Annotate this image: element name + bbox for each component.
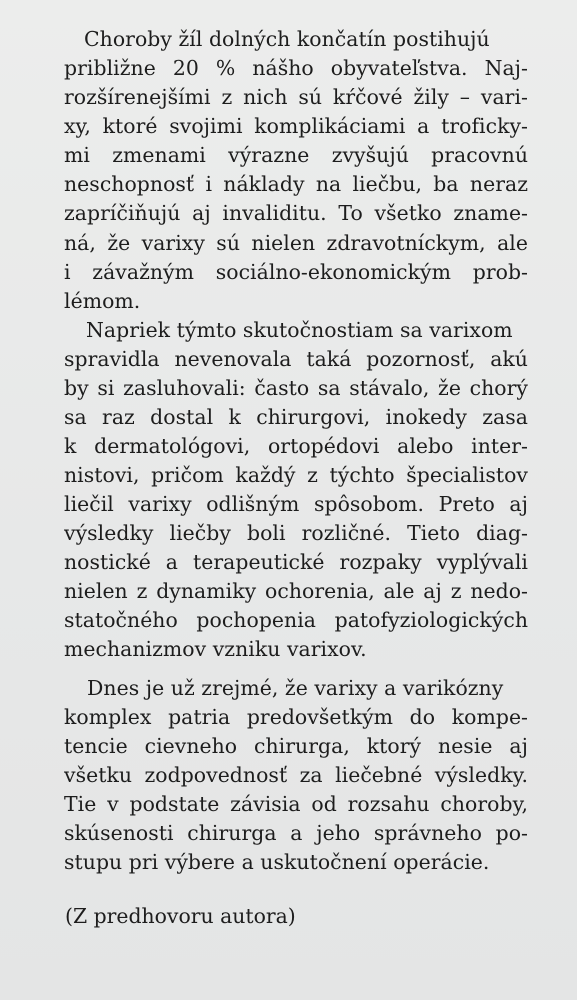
text-line: lémom. [64,289,141,313]
text-line: mechanizmov vzniku varixov. [64,637,367,661]
text-line: všetku zodpovednosť za liečebné výsledky. [64,763,528,787]
text-line: statočného pochopenia patofyziologických [64,608,528,632]
text-line: nostické a terapeutické rozpaky vyplývali [64,550,528,574]
text-line: Dnes je už zrejmé, že varixy a varikózny [87,676,504,700]
text-line: xy, ktoré svojimi komplikáciami a troficky- [64,114,528,138]
text-line: sa raz dostal k chirurgovi, inokedy zasa [64,405,528,429]
text-line: nistovi, pričom každý z týchto špecialistov [64,463,528,487]
text-line: Tie v podstate závisia od rozsahu choroby, [64,792,528,816]
text-line: stupu pri výbere a uskutočnení operácie. [64,850,490,874]
text-line: tencie cievneho chirurga, ktorý nesie aj [64,734,528,758]
text-line: nielen z dynamiky ochorenia, ale aj z nedo- [64,579,528,603]
text-line: rozšírenejšími z nich sú kŕčové žily – vari- [64,85,528,109]
attribution: (Z predhovoru autora) [65,904,296,928]
text-line: Choroby žíl dolných končatín postihujú [84,27,490,51]
text-line: liečil varixy odlišným spôsobom. Preto aj [64,492,528,516]
text-line: k dermatológovi, ortopédovi alebo inter- [64,434,528,458]
text-line: približne 20 % nášho obyvateľstva. Naj- [64,56,528,80]
text-line: ná, že varixy sú nielen zdravotníckym, ale [64,231,528,255]
text-line: komplex patria predovšetkým do kompe- [64,705,528,729]
text-line: by si zasluhovali: často sa stávalo, že chorý [64,376,528,400]
text-line: výsledky liečby boli rozličné. Tieto diag- [64,521,528,545]
text-line: spravidla nevenovala taká pozornosť, akú [64,347,528,371]
text-line: skúsenosti chirurga a jeho správneho po- [64,821,528,845]
text-line: mi zmenami výrazne zvyšujú pracovnú [64,143,528,167]
text-line: i závažným sociálno-ekonomickým prob- [64,260,528,284]
text-line: neschopnosť i náklady na liečbu, ba neraz [64,172,528,196]
text-line: Napriek týmto skutočnostiam sa varixom [86,318,513,342]
text-line: zapríčiňujú aj invaliditu. To všetko zname- [64,201,528,225]
